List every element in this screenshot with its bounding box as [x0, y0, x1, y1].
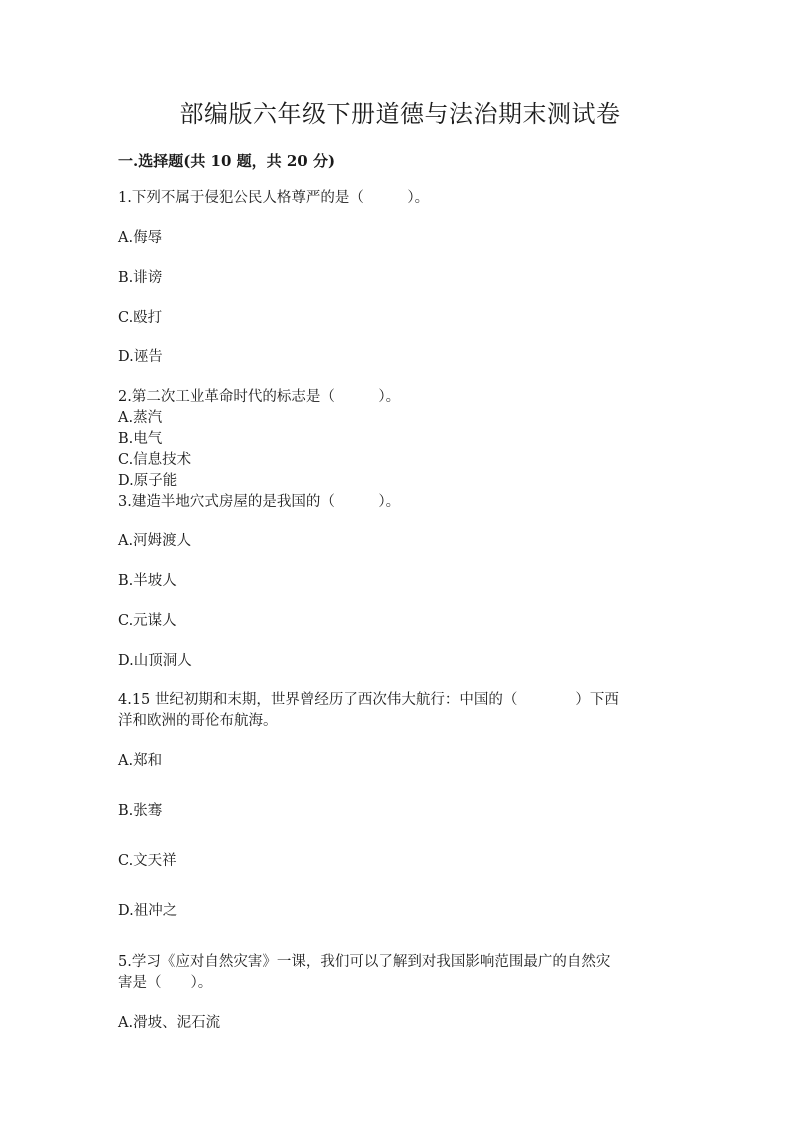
question-3-option-a: A.河姆渡人 [118, 533, 192, 549]
question-5-stem-line-2: 害是（ ）。 [118, 975, 213, 991]
question-3-option-d: D.山顶洞人 [118, 653, 192, 669]
question-2-option-a: A.蒸汽 [118, 410, 163, 426]
question-3-option-c: C.元谋人 [118, 613, 177, 629]
question-1-option-b: B.诽谤 [118, 270, 163, 286]
question-4-option-a: A.郑和 [118, 753, 163, 769]
question-2-stem: 2.第二次工业革命时代的标志是（ ）。 [118, 389, 401, 405]
question-5-option-a: A.滑坡、泥石流 [118, 1015, 221, 1031]
question-3-stem: 3.建造半地穴式房屋的是我国的（ ）。 [118, 494, 401, 510]
question-1-stem: 1.下列不属于侵犯公民人格尊严的是（ ）。 [118, 190, 430, 206]
question-4-stem-line-1: 4.15 世纪初期和末期，世界曾经历了西次伟大航行：中国的（ ）下西 [118, 692, 619, 708]
section-heading: 一.选择题(共 10 题，共 20 分) [118, 152, 336, 170]
question-4-option-d: D.祖冲之 [118, 903, 178, 919]
question-5-stem-line-1: 5.学习《应对自然灾害》一课，我们可以了解到对我国影响范围最广的自然灾 [118, 954, 611, 970]
question-1-option-c: C.殴打 [118, 310, 163, 326]
page-title: 部编版六年级下册道德与法治期末测试卷 [179, 100, 621, 128]
question-2-option-b: B.电气 [118, 431, 163, 447]
question-4-option-b: B.张骞 [118, 803, 163, 819]
question-2-option-c: C.信息技术 [118, 452, 192, 468]
question-4-option-c: C.文天祥 [118, 853, 177, 869]
question-4-stem-line-2: 洋和欧洲的哥伦布航海。 [118, 713, 278, 729]
question-1-option-d: D.诬告 [118, 349, 163, 365]
question-3-option-b: B.半坡人 [118, 573, 177, 589]
question-2-option-d: D.原子能 [118, 473, 178, 489]
question-1-option-a: A.侮辱 [118, 230, 163, 246]
